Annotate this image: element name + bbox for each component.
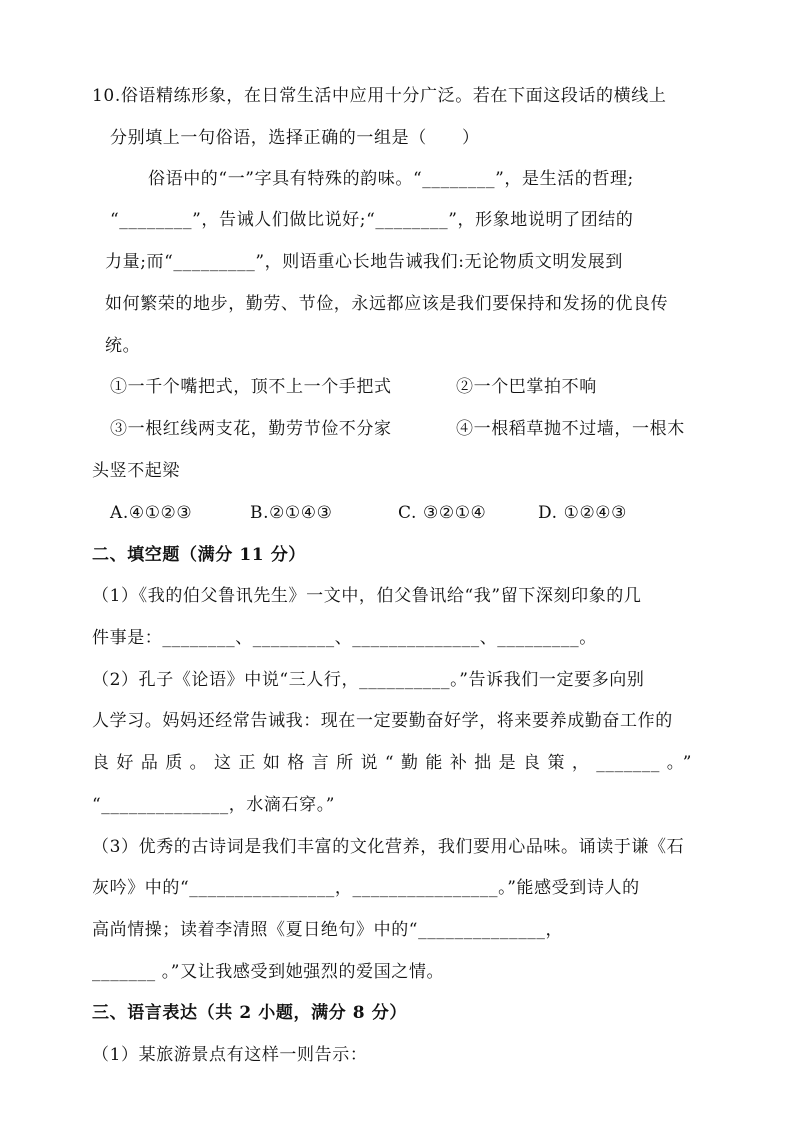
- q10-choice-b[interactable]: B.②①④③: [250, 503, 333, 523]
- section2-q3-line1: （3）优秀的古诗词是我们丰富的文化营养，我们要用心品味。诵读于谦《石: [92, 837, 685, 857]
- section2-q1-line2: 件事是：________、_________、______________、_________。: [92, 628, 597, 648]
- section2-q3-line3: 高尚情操；读着李清照《夏日绝句》中的“______________，: [92, 920, 564, 940]
- q10-item-3: ③一根红线两支花，勤劳节俭不分家: [110, 419, 392, 439]
- q10-choice-c[interactable]: C. ③②①④: [398, 503, 487, 523]
- section2-q2-line1: （2）孔子《论语》中说“三人行，__________。”告诉我们一定要多向别: [92, 670, 645, 690]
- section2-q2-line3: 良好品质。这正如格言所说“勤能补拙是良策，_______。”: [92, 753, 692, 773]
- q10-paragraph-line2: “________”，告诫人们做比说好;“________”，形象地说明了团结的: [110, 210, 634, 230]
- q10-stem-line1: 10.俗语精练形象，在日常生活中应用十分广泛。若在下面这段话的横线上: [92, 86, 667, 106]
- q10-choice-d[interactable]: D. ①②④③: [538, 503, 627, 523]
- q10-paragraph-line5: 统。: [105, 336, 141, 356]
- section2-q3-line4: _______ 。”又让我感受到她强烈的爱国之情。: [92, 962, 445, 982]
- q10-stem-line2: 分别填上一句俗语，选择正确的一组是（ ）: [110, 128, 480, 148]
- q10-paragraph-line3: 力量;而“_________”，则语重心长地告诫我们:无论物质文明发展到: [105, 252, 623, 272]
- section3-heading: 三、语言表达（共 2 小题，满分 8 分）: [92, 1003, 407, 1023]
- section2-q3-line2: 灰吟》中的“________________，________________。”能感受到诗人的: [92, 878, 640, 898]
- section2-q1-line1: （1）《我的伯父鲁讯先生》一文中，伯父鲁讯给“我”留下深刻印象的几: [92, 586, 642, 606]
- q10-item-1: ①一千个嘴把式，顶不上一个手把式: [110, 377, 392, 397]
- section2-q2-line4: “______________，水滴石穿。”: [92, 795, 336, 815]
- q10-item-4: ④一根稻草抛不过墙，一根木: [456, 419, 685, 439]
- section2-heading: 二、填空题（满分 11 分）: [92, 545, 306, 565]
- section3-q1: （1）某旅游景点有这样一则告示：: [92, 1045, 368, 1065]
- q10-paragraph-line1: 俗语中的“一”字具有特殊的韵味。“________”，是生活的哲理;: [148, 169, 634, 189]
- section2-q2-line2: 人学习。妈妈还经常告诫我：现在一定要勤奋好学，将来要养成勤奋工作的: [92, 711, 673, 731]
- q10-item-4-continued: 头竖不起梁: [92, 461, 180, 481]
- q10-paragraph-line4: 如何繁荣的地步，勤劳、节俭，永远都应该是我们要保持和发扬的优良传: [105, 294, 669, 314]
- q10-item-2: ②一个巴掌拍不响: [456, 377, 597, 397]
- q10-choice-a[interactable]: A.④①②③: [110, 503, 193, 523]
